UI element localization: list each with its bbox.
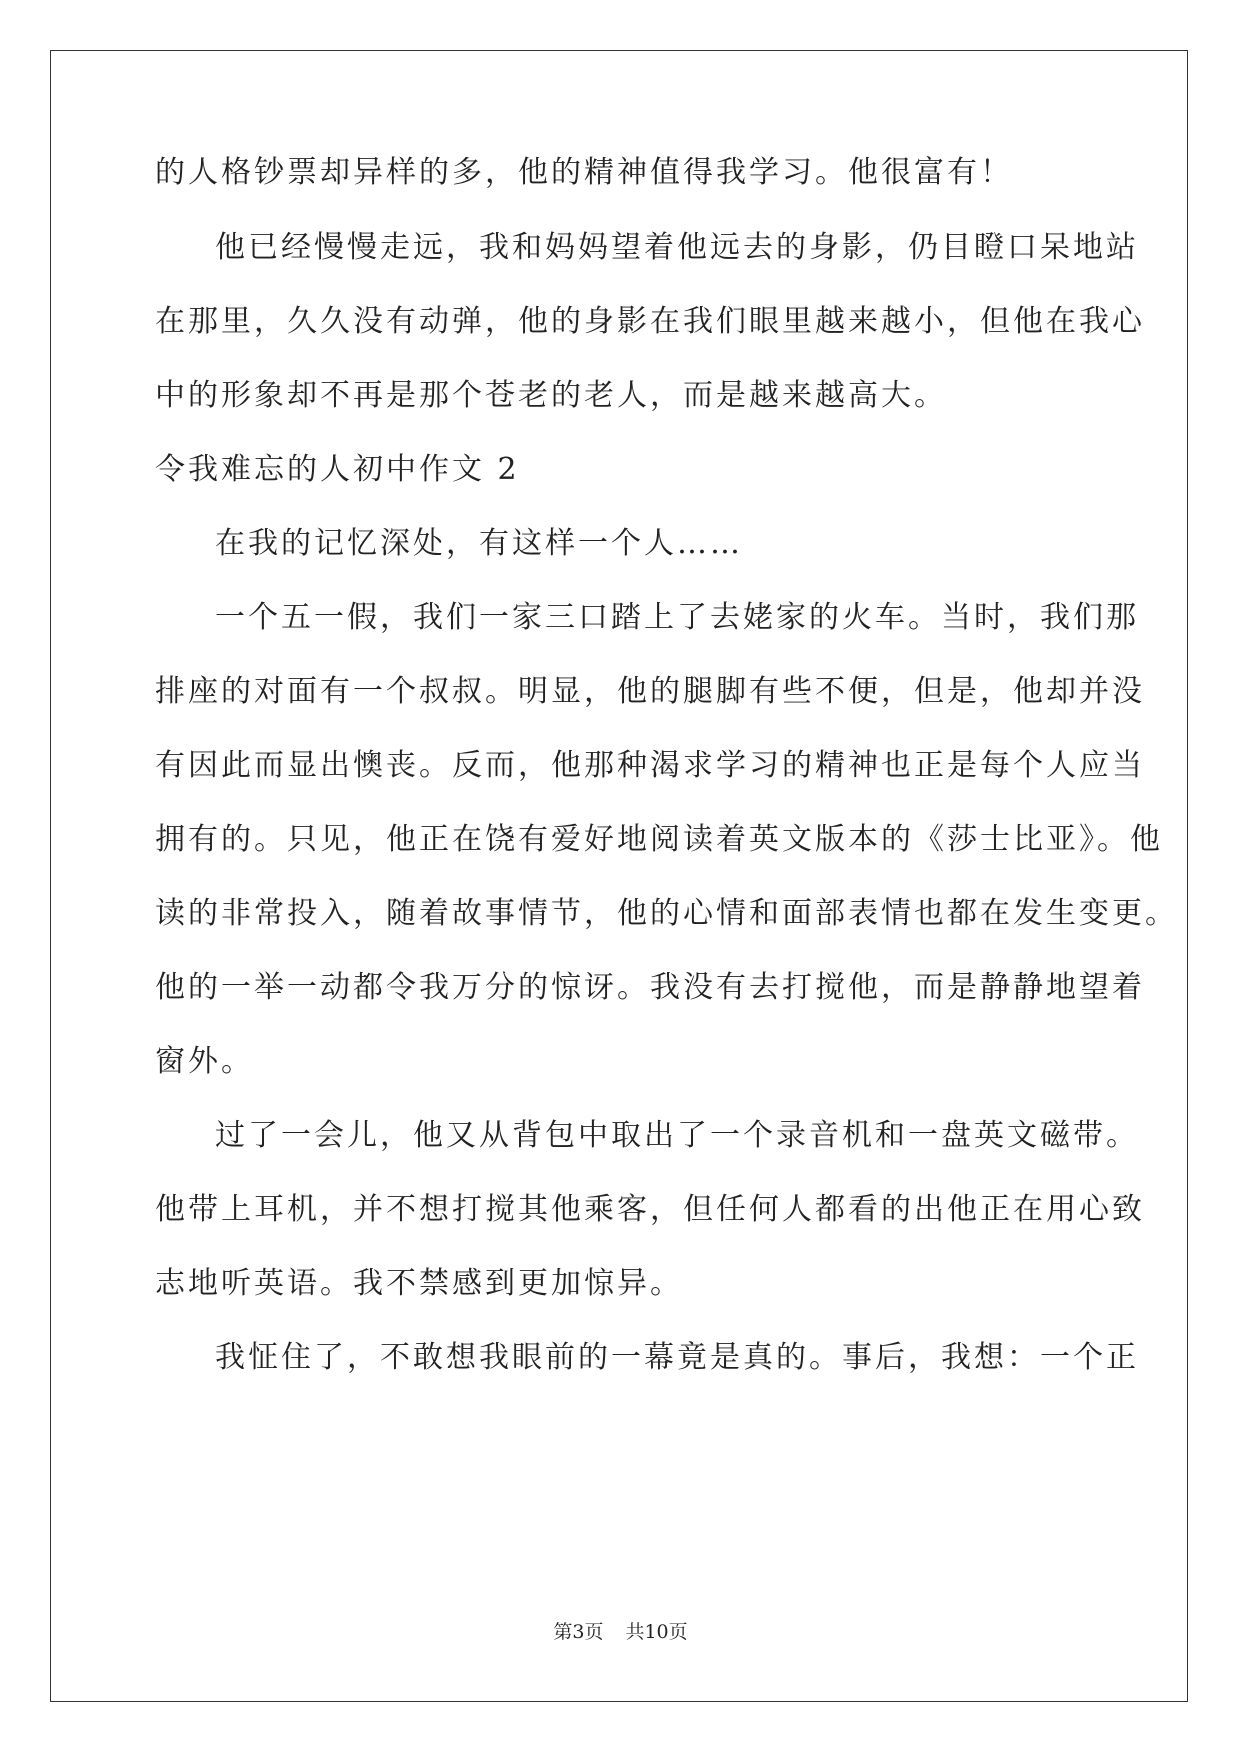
page-total: 共10页 (625, 1621, 688, 1643)
text-line: 拥有的。只见，他正在饶有爱好地阅读着英文版本的《莎士比亚》。他 (155, 822, 1163, 857)
page-footer (0, 1620, 1241, 1644)
text-line: 中的形象却不再是那个苍老的老人，而是越来越高大。 (155, 378, 947, 413)
text-line: 我怔住了，不敢想我眼前的一幕竟是真的。事后，我想：一个正 (215, 1340, 1139, 1375)
text-line: 他带上耳机，并不想打搅其他乘客，但任何人都看的出他正在用心致 (155, 1192, 1145, 1227)
page-border (50, 50, 1188, 1702)
text-line: 志地听英语。我不禁感到更加惊异。 (155, 1266, 683, 1301)
text-line: 过了一会儿，他又从背包中取出了一个录音机和一盘英文磁带。 (215, 1118, 1139, 1153)
text-line: 窗外。 (155, 1044, 254, 1079)
section-heading: 令我难忘的人初中作文 2 (155, 452, 520, 487)
text-line: 读的非常投入，随着故事情节，他的心情和面部表情也都在发生变更。 (155, 896, 1178, 931)
text-line: 在我的记忆深处，有这样一个人…… (215, 526, 743, 561)
text-line: 排座的对面有一个叔叔。明显，他的腿脚有些不便，但是，他却并没 (155, 674, 1145, 709)
text-line: 有因此而显出懊丧。反而，他那种渴求学习的精神也正是每个人应当 (155, 748, 1145, 783)
text-line: 的人格钞票却异样的多，他的精神值得我学习。他很富有！ (155, 155, 1013, 190)
text-line: 在那里，久久没有动弹，他的身影在我们眼里越来越小，但他在我心 (155, 304, 1145, 339)
text-line: 一个五一假，我们一家三口踏上了去姥家的火车。当时，我们那 (215, 600, 1139, 635)
text-line: 他的一举一动都令我万分的惊讶。我没有去打搅他，而是静静地望着 (155, 970, 1145, 1005)
text-line: 他已经慢慢走远，我和妈妈望着他远去的身影，仍目瞪口呆地站 (215, 230, 1139, 265)
page-number: 第3页 (553, 1621, 604, 1643)
